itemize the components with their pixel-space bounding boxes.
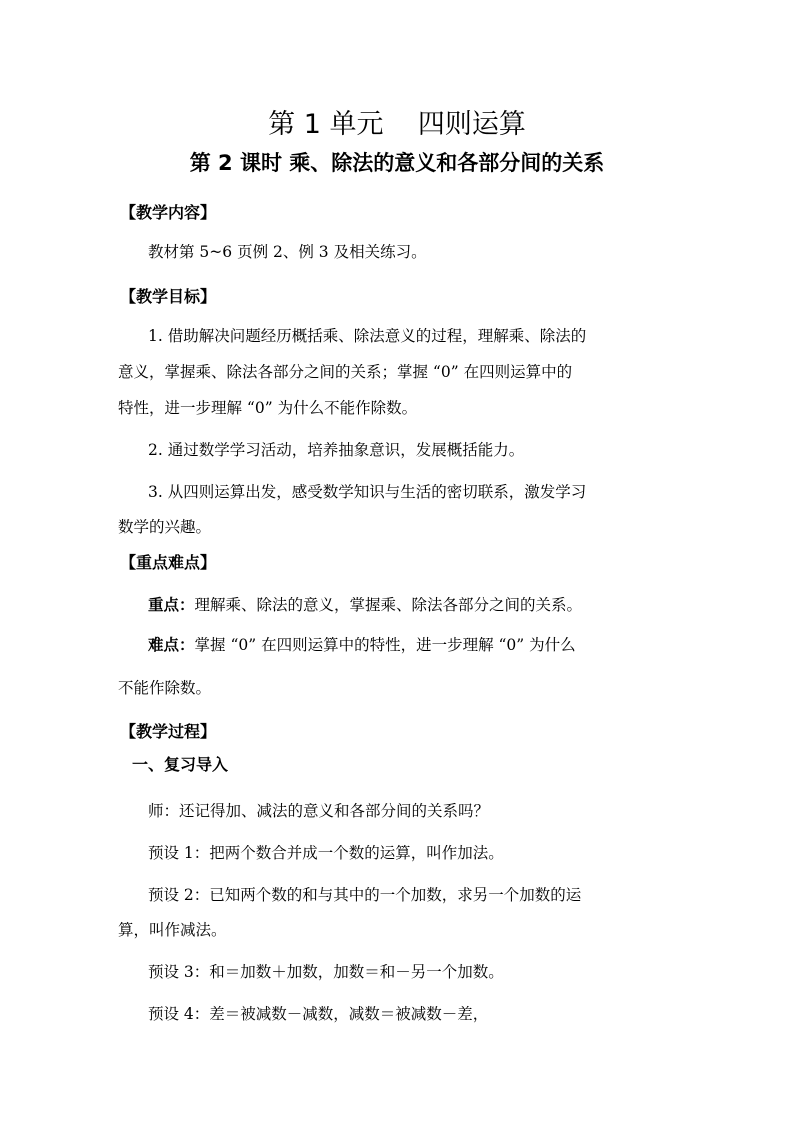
preset-2-line-1: 预设 2：已知两个数的和与其中的一个加数，求另一个加数的运 — [148, 886, 582, 904]
goal-3-line-1: 3. 从四则运算出发，感受数学知识与生活的密切联系，激发学习 — [148, 483, 587, 501]
unit-title: 第 1 单元 四则运算 — [268, 109, 526, 140]
key-point-text: 理解乘、除法的意义，掌握乘、除法各部分之间的关系。 — [194, 596, 583, 614]
difficulty-point-text: 掌握 “0” 在四则运算中的特性，进一步理解 “0” 为什么 — [194, 636, 576, 654]
difficulty-point — [148, 633, 576, 655]
heading-teaching-content: 【教学内容】 — [120, 203, 217, 222]
goal-1-line-2: 意义，掌握乘、除法各部分之间的关系；掌握 “0” 在四则运算中的 — [118, 363, 573, 381]
difficulty-point-label: 难点： — [148, 636, 195, 654]
goal-2: 2. 通过数学学习活动，培养抽象意识，发展概括能力。 — [148, 441, 525, 459]
goal-1-line-3: 特性，进一步理解 “0” 为什么不能作除数。 — [118, 399, 418, 417]
goal-3-line-2: 数学的兴趣。 — [118, 518, 212, 536]
goal-1-line-1: 1. 借助解决问题经历概括乘、除法意义的过程，理解乘、除法的 — [148, 327, 587, 345]
preset-1: 预设 1：把两个数合并成一个数的运算，叫作加法。 — [148, 844, 504, 862]
key-point — [148, 593, 582, 615]
preset-2-line-2: 算，叫作减法。 — [118, 921, 227, 939]
key-point-label: 重点： — [148, 596, 195, 614]
difficulty-point-line-2: 不能作除数。 — [118, 679, 212, 697]
preset-4: 预设 4：差＝被减数－减数，减数＝被减数－差， — [148, 1005, 489, 1023]
teaching-content-text: 教材第 5~6 页例 2、例 3 及相关练习。 — [148, 243, 427, 261]
teacher-question: 师：还记得加、减法的意义和各部分间的关系吗？ — [148, 802, 490, 820]
preset-3: 预设 3：和＝加数＋加数，加数＝和－另一个加数。 — [148, 963, 504, 981]
heading-teaching-goals: 【教学目标】 — [120, 287, 217, 306]
heading-teaching-process: 【教学过程】 — [120, 722, 217, 741]
heading-key-difficult-points: 【重点难点】 — [120, 553, 217, 572]
part-1-heading: 一、复习导入 — [132, 755, 229, 774]
lesson-subtitle: 第 2 课时 乘、除法的意义和各部分间的关系 — [189, 151, 605, 175]
